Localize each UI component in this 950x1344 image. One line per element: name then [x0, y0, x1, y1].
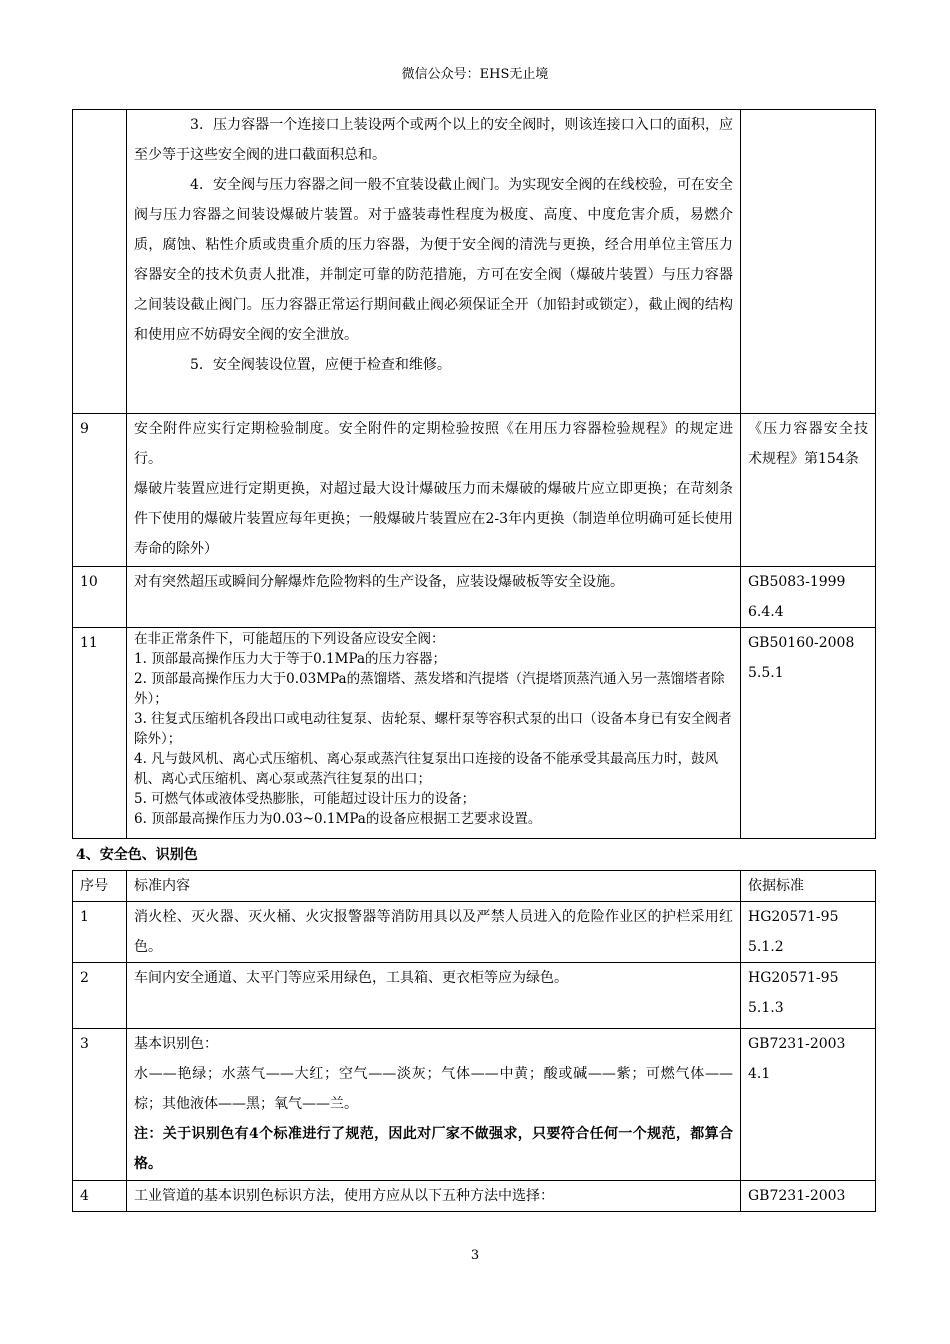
- content-cell: 对有突然超压或瞬间分解爆炸危险物料的生产设备，应装设爆破板等安全设施。: [127, 567, 741, 628]
- row-number-cell: 2: [73, 963, 127, 1029]
- table-row: [73, 963, 876, 1029]
- row-number-cell: 10: [73, 567, 127, 628]
- paragraph: 爆破片装置应进行定期更换，对超过最大设计爆破压力而未爆破的爆破片应立即更换；在苛刻条件下使用的爆破片装置应每年更换；一般爆破片装置应在2-3年内更换（制造单位明确可延长使用寿命的除外）: [134, 481, 733, 557]
- basis-cell: [741, 567, 876, 628]
- content-cell: 消火栓、灭火器、灭火桶、火灾报警器等消防用具以及严禁人员进入的危险作业区的护栏采用红色。: [127, 902, 741, 963]
- content-cell: 车间内安全通道、太平门等应采用绿色，工具箱、更衣柜等应为绿色。: [127, 963, 741, 1029]
- basis-cell: 《压力容器安全技术规程》第154条: [741, 414, 876, 567]
- row-number-cell: 4: [73, 1181, 127, 1212]
- paragraph: 4．安全阀与压力容器之间一般不宜装设截止阀门。为实现安全阀的在线校验，可在安全阀与压力容器之间装设爆破片装置。对于盛装毒性程度为极度、高度、中度危害介质，易燃介质，腐蚀、粘性介质或贵重介质的压力容器，为便于安全阀的清洗与更换，经合用单位主管压力容器安全的技术负责人批准，并制定可靠的防范措施，方可在安全阀（爆破片装置）与压力容器之间装设截止阀门。压力容器正常运行期间截止阀必须保证全开（加铅封或锁定），截止阀的结构和使用应不妨碍安全阀的安全泄放。: [134, 177, 733, 343]
- basis-clause: 4.1: [748, 1066, 771, 1082]
- row-number-cell: 1: [73, 902, 127, 963]
- safety-valve-table: [72, 109, 876, 839]
- content-cell: [127, 628, 741, 839]
- column-header: 标准内容: [127, 871, 741, 902]
- page-header: 微信公众号：EHS无止境: [401, 67, 549, 82]
- safety-color-table: [72, 870, 876, 1212]
- content-cell: [127, 1029, 741, 1181]
- basis-code: GB7231-2003: [748, 1036, 846, 1052]
- row-number-cell: 9: [73, 414, 127, 567]
- list-item: 6. 顶部最高操作压力为0.03~0.1MPa的设备应根据工艺要求设置。: [134, 811, 542, 827]
- table-row: [73, 110, 876, 414]
- column-header: 序号: [73, 871, 127, 902]
- column-header: 依据标准: [741, 871, 876, 902]
- basis-cell: [741, 902, 876, 963]
- paragraph: 5．安全阀装设位置，应便于检查和维修。: [190, 357, 451, 373]
- basis-code: GB5083-1999: [748, 574, 846, 590]
- table-row: [73, 567, 876, 628]
- section-title: 4、安全色、识别色: [76, 847, 198, 863]
- basis-clause: 5.1.3: [748, 1000, 784, 1016]
- page-number: 3: [470, 1248, 480, 1263]
- table-row: [73, 902, 876, 963]
- note-paragraph: 注：关于识别色有4个标准进行了规范，因此对厂家不做强求，只要符合任何一个规范，都算合格。: [134, 1126, 733, 1172]
- content-cell: [127, 414, 741, 567]
- list-item: 在非正常条件下，可能超压的下列设备应设安全阀：: [134, 631, 445, 647]
- row-number-cell: 3: [73, 1029, 127, 1181]
- basis-code: GB50160-2008: [748, 635, 855, 651]
- list-item: 2. 顶部最高操作压力大于0.03MPa的蒸馏塔、蒸发塔和汽提塔（汽提塔顶蒸汽通入另一蒸馏塔者除外）；: [134, 671, 725, 707]
- basis-cell: [741, 628, 876, 839]
- paragraph: 水——艳绿；水蒸气——大红；空气——淡灰；气体——中黄；酸或碱——紫；可燃气体——棕；其他液体——黑；氧气——兰。: [134, 1066, 733, 1112]
- basis-cell: [741, 963, 876, 1029]
- row-number-cell: 11: [73, 628, 127, 839]
- content-cell: 工业管道的基本识别色标识方法，使用方应从以下五种方法中选择：: [127, 1181, 741, 1212]
- list-item: 3. 往复式压缩机各段出口或电动往复泵、齿轮泵、螺杆泵等容积式泵的出口（设备本身已有安全阀者除外）；: [134, 711, 732, 747]
- basis-code: HG20571-95: [748, 909, 839, 925]
- list-item: 1. 顶部最高操作压力大于等于0.1MPa的压力容器；: [134, 651, 446, 667]
- row-number-cell: [73, 110, 127, 414]
- paragraph: 3．压力容器一个连接口上装设两个或两个以上的安全阀时，则该连接口入口的面积，应至少等于这些安全阀的进口截面积总和。: [134, 117, 733, 163]
- paragraph: 基本识别色：: [134, 1036, 218, 1052]
- paragraph: 安全附件应实行定期检验制度。安全附件的定期检验按照《在用压力容器检验规程》的规定进行。: [134, 421, 733, 467]
- table-row: [73, 414, 876, 567]
- table-row: [73, 1181, 876, 1212]
- basis-clause: 5.1.2: [748, 939, 784, 955]
- table-header-row: [73, 871, 876, 902]
- table-row: [73, 628, 876, 839]
- basis-cell: [741, 1029, 876, 1181]
- basis-clause: 6.4.4: [748, 604, 784, 620]
- content-cell: [127, 110, 741, 414]
- basis-cell: [741, 110, 876, 414]
- basis-cell: GB7231-2003: [741, 1181, 876, 1212]
- list-item: 5. 可燃气体或液体受热膨胀，可能超过设计压力的设备；: [134, 791, 476, 807]
- basis-clause: 5.5.1: [748, 665, 784, 681]
- list-item: 4. 凡与鼓风机、离心式压缩机、离心泵或蒸汽往复泵出口连接的设备不能承受其最高压力时，鼓风机、离心式压缩机、离心泵或蒸汽往复泵的出口；: [134, 751, 719, 787]
- basis-code: HG20571-95: [748, 970, 839, 986]
- table-row: [73, 1029, 876, 1181]
